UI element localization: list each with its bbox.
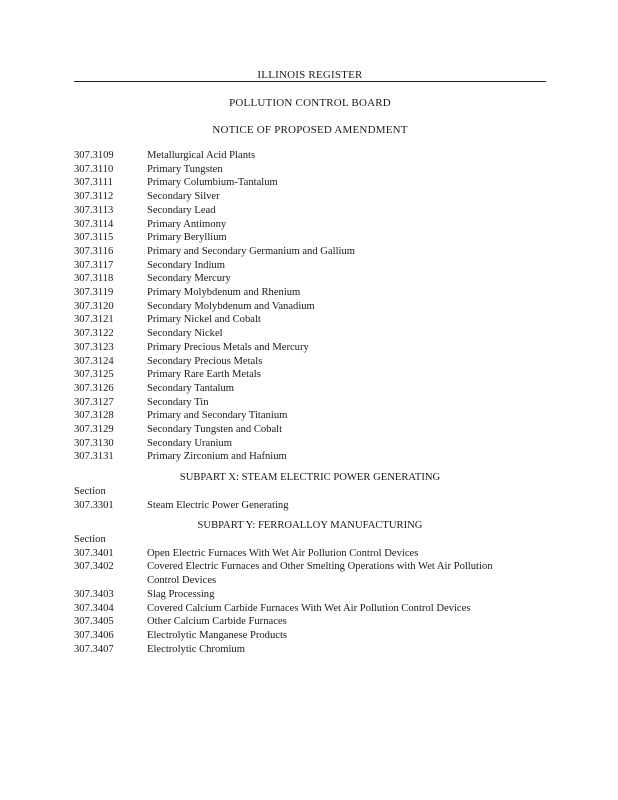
- section-title: Secondary Silver: [147, 191, 220, 203]
- section-entry: [74, 272, 554, 286]
- section-number: 307.3406: [74, 629, 114, 641]
- section-number: 307.3119: [74, 287, 114, 299]
- section-entry: [74, 300, 554, 314]
- section-title: Secondary Tungsten and Cobalt: [147, 424, 283, 436]
- section-title: Primary and Secondary Germanium and Gallium: [147, 245, 355, 257]
- header-rule: [74, 81, 546, 82]
- subpart-y-section-label: Section: [74, 533, 106, 545]
- section-entry: [74, 327, 554, 341]
- section-entry: [74, 450, 554, 464]
- section-title: Secondary Tantalum: [147, 382, 235, 394]
- section-list-a: [74, 149, 554, 464]
- section-entry: [74, 163, 554, 177]
- section-title: Steam Electric Power Generating: [147, 499, 289, 511]
- section-title: Primary and Secondary Titanium: [147, 410, 288, 422]
- section-number: 307.3116: [74, 245, 114, 257]
- section-number: 307.3110: [74, 163, 114, 175]
- section-entry-continuation: [74, 574, 554, 588]
- section-title: Electrolytic Chromium: [147, 643, 245, 655]
- section-title: Covered Electric Furnaces and Other Smelting Operations with Wet Air Pollution: [147, 561, 493, 573]
- section-title: Primary Antimony: [147, 218, 227, 230]
- section-list-x: [74, 499, 554, 513]
- section-number: 307.3122: [74, 328, 114, 340]
- subpart-x-heading: SUBPART X: STEAM ELECTRIC POWER GENERATING: [179, 472, 441, 484]
- section-title: Secondary Mercury: [147, 273, 231, 285]
- section-number: 307.3124: [74, 355, 114, 367]
- board-title: POLLUTION CONTROL BOARD: [229, 97, 391, 109]
- section-entry: [74, 341, 554, 355]
- section-entry: [74, 643, 554, 657]
- section-title: Primary Molybdenum and Rhenium: [147, 287, 301, 299]
- section-number: 307.3120: [74, 300, 114, 312]
- section-title: Secondary Molybdenum and Vanadium: [147, 300, 315, 312]
- section-entry: [74, 149, 554, 163]
- section-number: 307.3118: [74, 273, 114, 285]
- section-entry: [74, 231, 554, 245]
- section-title: Open Electric Furnaces With Wet Air Pollution Control Devices: [147, 547, 419, 559]
- section-number: 307.3128: [74, 410, 114, 422]
- section-title: Secondary Lead: [147, 204, 216, 216]
- section-title: Primary Rare Earth Metals: [147, 369, 261, 381]
- section-title: Covered Calcium Carbide Furnaces With Wet Air Pollution Control Devices: [147, 602, 471, 614]
- section-number: 307.3125: [74, 369, 114, 381]
- section-title: Primary Nickel and Cobalt: [147, 314, 261, 326]
- section-entry: [74, 629, 554, 643]
- section-entry: [74, 286, 554, 300]
- section-entry: [74, 382, 554, 396]
- section-entry: [74, 245, 554, 259]
- section-number: 307.3130: [74, 437, 114, 449]
- section-title: Secondary Nickel: [147, 328, 223, 340]
- section-title: Secondary Precious Metals: [147, 355, 263, 367]
- section-entry: [74, 204, 554, 218]
- notice-title: NOTICE OF PROPOSED AMENDMENT: [212, 124, 408, 136]
- section-title: Primary Columbium-Tantalum: [147, 177, 278, 189]
- section-entry: [74, 499, 554, 513]
- subpart-y-heading: SUBPART Y: FERROALLOY MANUFACTURING: [197, 520, 423, 532]
- section-number: 307.3126: [74, 382, 114, 394]
- section-number: 307.3117: [74, 259, 114, 271]
- section-entry: [74, 368, 554, 382]
- section-number: 307.3407: [74, 643, 114, 655]
- section-number: 307.3129: [74, 424, 114, 436]
- section-entry: [74, 313, 554, 327]
- section-number: 307.3115: [74, 232, 114, 244]
- section-list-y: [74, 547, 554, 657]
- section-title: Secondary Uranium: [147, 437, 233, 449]
- table-of-contents: [74, 149, 554, 656]
- section-number: 307.3403: [74, 588, 114, 600]
- section-entry: [74, 588, 554, 602]
- section-number: 307.3402: [74, 561, 114, 573]
- section-entry: [74, 437, 554, 451]
- section-entry: [74, 259, 554, 273]
- section-number: 307.3401: [74, 547, 114, 559]
- section-number: 307.3404: [74, 602, 114, 614]
- section-number: 307.3121: [74, 314, 114, 326]
- section-entry: [74, 547, 554, 561]
- section-title: Electrolytic Manganese Products: [147, 629, 288, 641]
- section-title: Secondary Indium: [147, 259, 225, 271]
- section-number: 307.3109: [74, 150, 114, 161]
- section-title: Secondary Tin: [147, 396, 209, 408]
- section-number: 307.3114: [74, 218, 114, 230]
- section-number: 307.3131: [74, 451, 114, 463]
- section-title: Metallurgical Acid Plants: [147, 150, 256, 161]
- section-entry: [74, 218, 554, 232]
- register-title: ILLINOIS REGISTER: [257, 69, 363, 81]
- section-number: 307.3301: [74, 499, 114, 511]
- section-title: Other Calcium Carbide Furnaces: [147, 616, 287, 628]
- section-title-continued: Control Devices: [147, 575, 217, 587]
- section-entry: [74, 355, 554, 369]
- section-entry: [74, 560, 554, 574]
- section-entry: [74, 190, 554, 204]
- section-title: Slag Processing: [147, 588, 215, 600]
- section-entry: [74, 423, 554, 437]
- section-title: Primary Beryllium: [147, 232, 227, 244]
- section-title: Primary Zirconium and Hafnium: [147, 451, 287, 463]
- section-number: 307.3127: [74, 396, 114, 408]
- section-number: 307.3123: [74, 341, 114, 353]
- section-entry: [74, 176, 554, 190]
- section-number: 307.3113: [74, 204, 114, 216]
- section-entry: [74, 396, 554, 410]
- section-number: 307.3112: [74, 191, 114, 203]
- section-entry: [74, 602, 554, 616]
- section-title: Primary Tungsten: [147, 163, 223, 175]
- subpart-x-section-label: Section: [74, 485, 106, 497]
- section-title: Primary Precious Metals and Mercury: [147, 341, 309, 353]
- section-entry: [74, 615, 554, 629]
- section-number: 307.3405: [74, 616, 114, 628]
- section-entry: [74, 409, 554, 423]
- section-number-blank: [74, 574, 147, 588]
- section-number: 307.3111: [74, 177, 113, 189]
